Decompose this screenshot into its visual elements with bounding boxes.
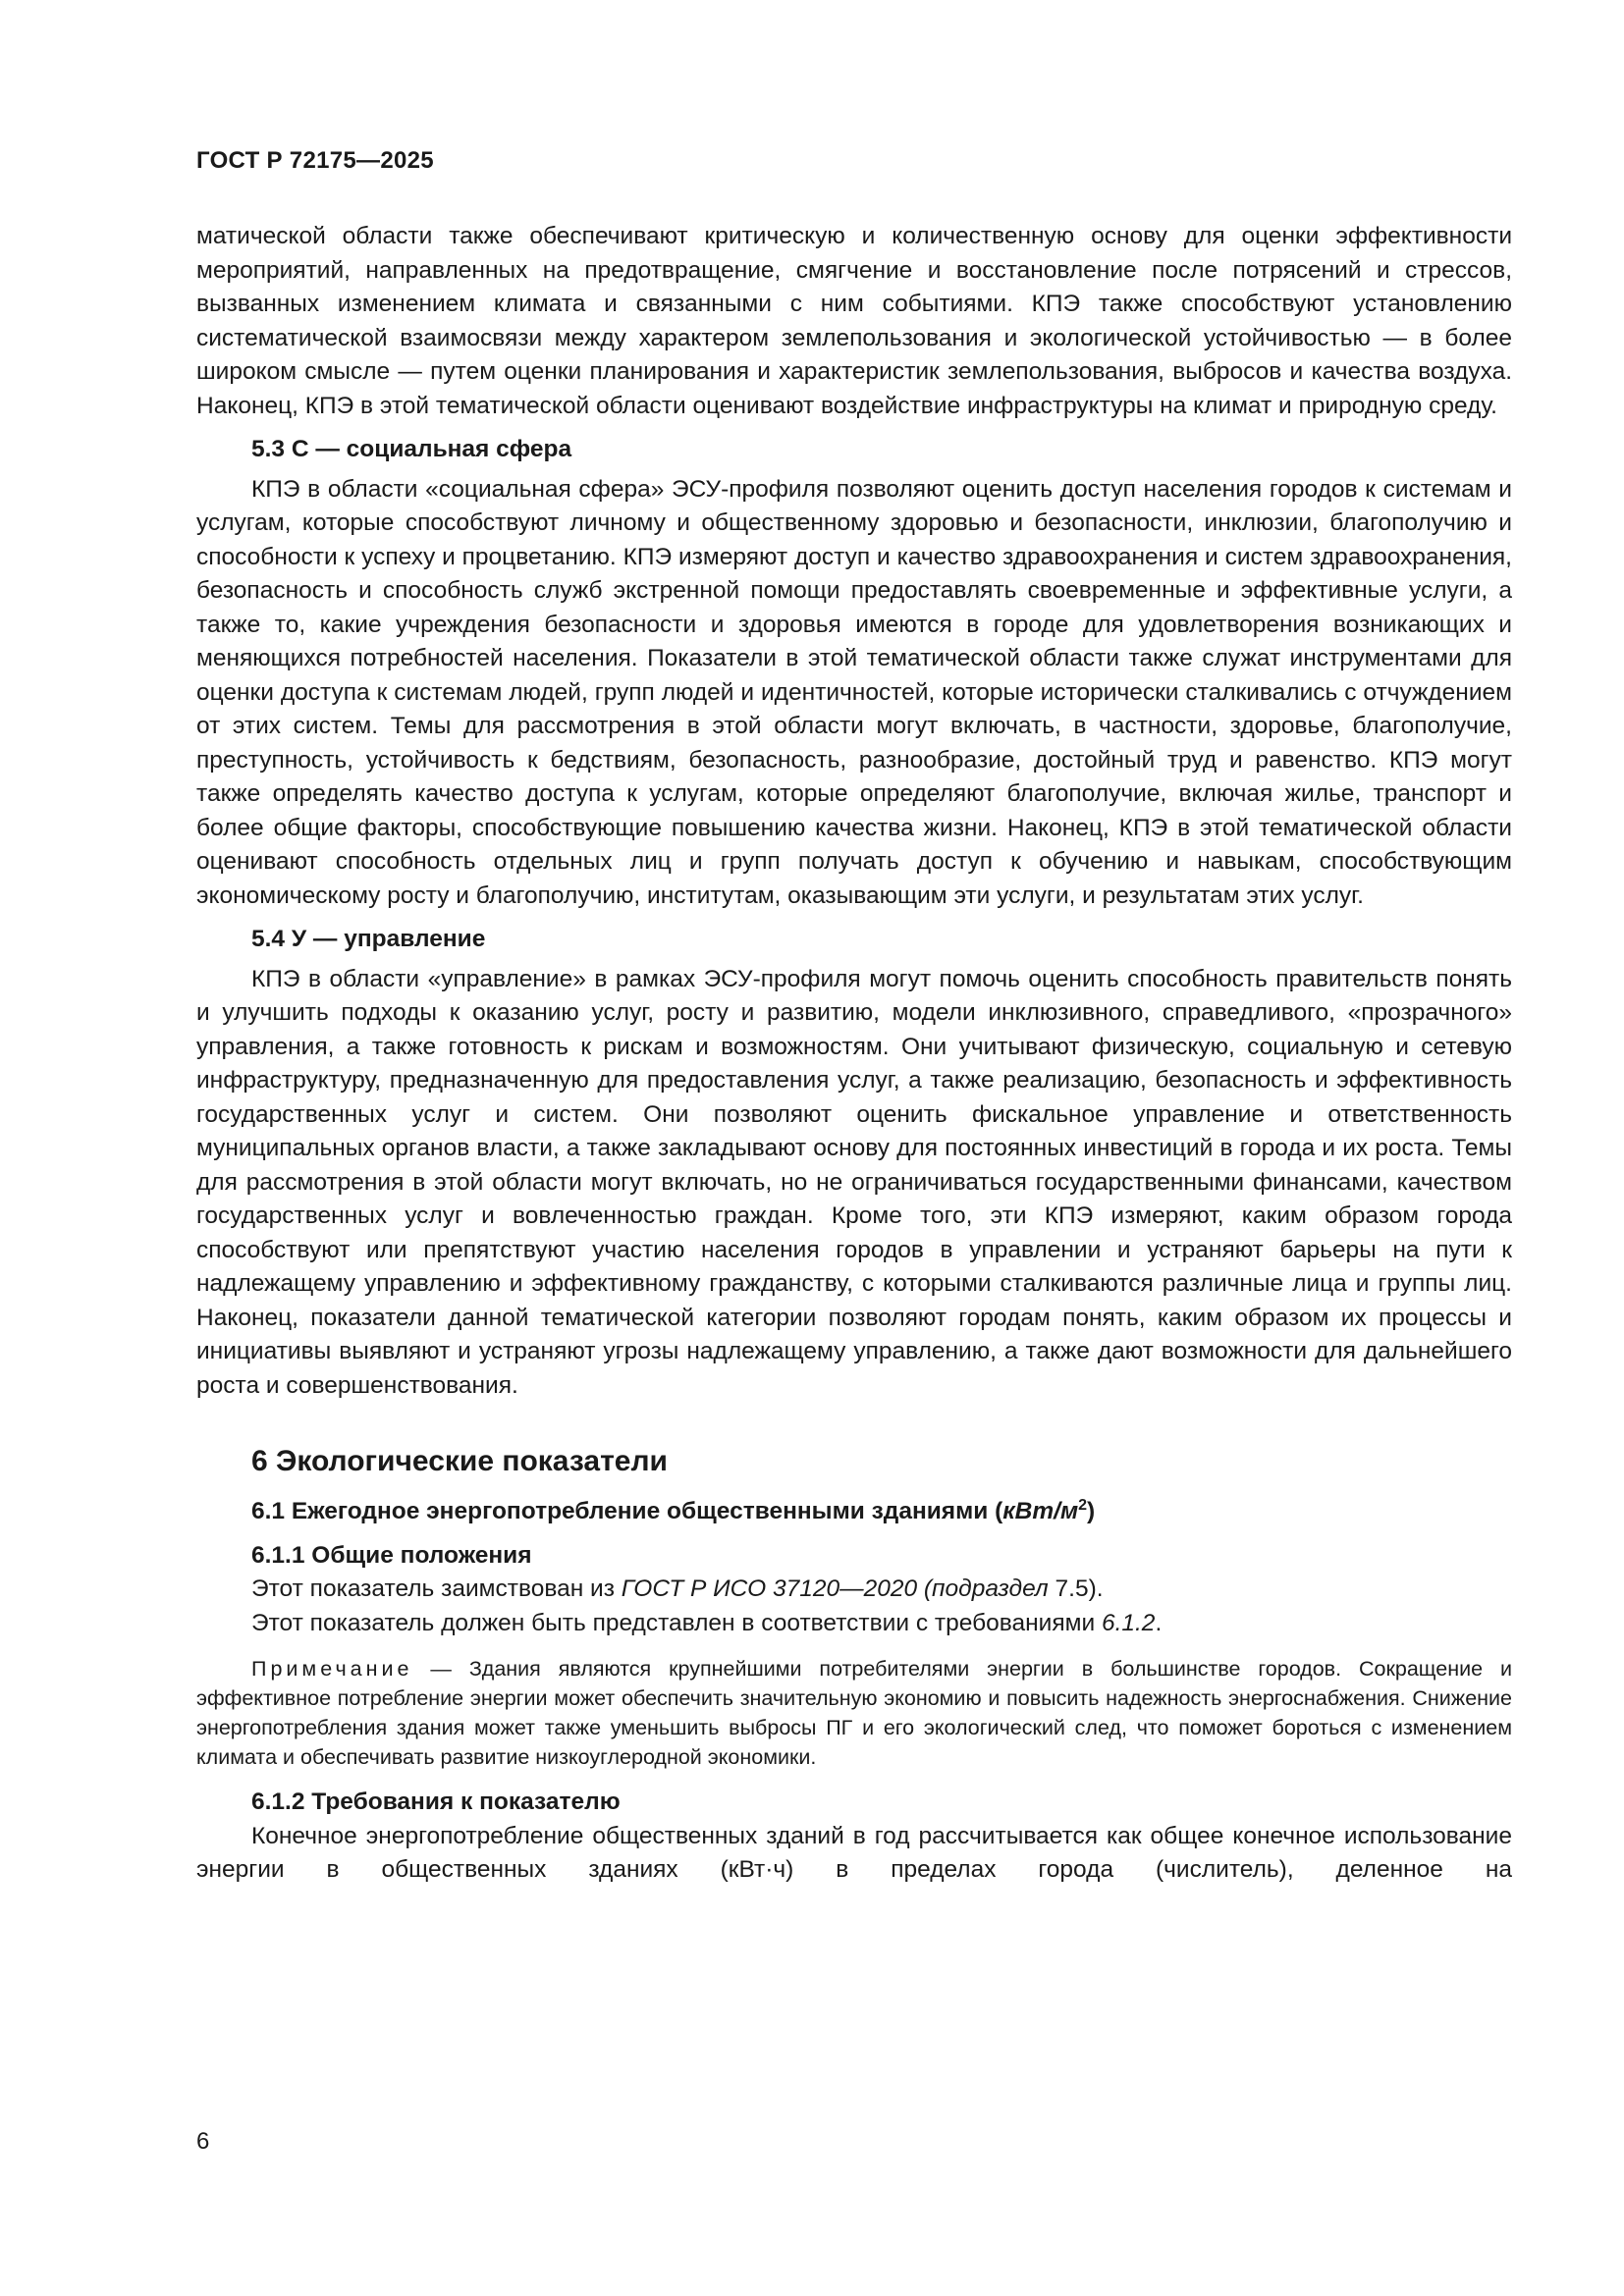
heading-6-1-sup: 2	[1078, 1496, 1087, 1514]
heading-6-1-unit: кВт/м	[1002, 1498, 1079, 1524]
heading-6-1	[196, 1495, 1512, 1529]
note-block	[196, 1654, 1512, 1772]
requirement-line-suffix: .	[1155, 1609, 1163, 1636]
note-label: Примечание	[251, 1657, 413, 1681]
heading-6: 6 Экологические показатели	[251, 1445, 668, 1477]
source-reference: ГОСТ Р ИСО 37120—2020 (подраздел	[621, 1575, 1049, 1602]
document-body	[196, 220, 1512, 1888]
heading-6-1-text: 6.1 Ежегодное энергопотребление общественными зданиями (	[251, 1498, 1003, 1524]
heading-6-1-2: 6.1.2 Требования к показателю	[251, 1789, 621, 1815]
paragraph-6-1-2: Конечное энергопотребление общественных зданий в год рассчитывается как общее конечное использование энергии в общественных зданиях (кВт·ч) в пределах города (числитель), деленное на	[196, 1822, 1512, 1883]
doc-header: ГОСТ Р 72175—2025	[196, 147, 434, 174]
requirement-reference: 6.1.2	[1101, 1609, 1156, 1636]
source-line-suffix: 7.5).	[1048, 1575, 1104, 1602]
heading-5-3: 5.3 С — социальная сфера	[251, 436, 572, 462]
heading-6-1-close: )	[1087, 1498, 1096, 1524]
paragraph-5-4: КПЭ в области «управление» в рамках ЭСУ-профиля могут помочь оценить способность правительств понять и улучшить подходы к оказанию услуг, росту и развитию, модели инклюзивного, справедливого, «прозрачного» управления, а также готовность к рискам и возможностям. Они учитывают физическую, социальную и сетевую инфраструктуру, предназначенную для предоставления услуг, а также реализацию, безопасность и эффективность государственных услуг и систем. Они позволяют оценить фискальное управление и ответственность муниципальных органов власти, а также закладывают основу для постоянных инвестиций в города и их роста. Темы для рассмотрения в этой области могут включать, но не ограничиваться государственными финансами, качеством государственных услуг и вовлеченностью граждан. Кроме того, эти КПЭ измеряют, каким образом города способствуют или препятствуют участию населения городов в управлении и устраняют барьеры на пути к надлежащему управлению и эффективному гражданству, с которыми сталкиваются различные лица и группы лиц. Наконец, показатели данной тематической категории позволяют городам понять, каким образом их процессы и инициативы выявляют и устраняют угрозы надлежащему управлению, а также дают возможности для дальнейшего роста и совершенствования.	[196, 965, 1512, 1399]
heading-6-1-1: 6.1.1 Общие положения	[251, 1541, 532, 1569]
source-line-prefix: Этот показатель заимствован из	[251, 1575, 622, 1602]
source-line	[196, 1573, 1512, 1607]
requirement-line	[196, 1607, 1512, 1641]
paragraph-5-3: КПЭ в области «социальная сфера» ЭСУ-профиля позволяют оценить доступ населения городов к системам и услугам, которые способствуют личному и общественному здоровью и безопасности, инклюзии, благополучию и способности к успеху и процветанию. КПЭ измеряют доступ и качество здравоохранения и систем здравоохранения, безопасность и способность служб экстренной помощи предоставлять своевременные и эффективные услуги, а также то, какие учреждения безопасности и здоровья имеются в городе для удовлетворения возникающих и меняющихся потребностей населения. Показатели в этой тематической области также служат инструментами для оценки доступа к системам людей, групп людей и идентичностей, которые исторически сталкивались с отчуждением от этих систем. Темы для рассмотрения в этой области могут включать, в частности, здоровье, благополучие, преступность, устойчивость к бедствиям, безопасность, разнообразие, достойный труд и равенство. КПЭ могут также определять качество доступа к услугам, которые определяют благополучие, включая жилье, транспорт и более общие факторы, способствующие повышению качества жизни. Наконец, КПЭ в этой тематической области оценивают способность отдельных лиц и групп получать доступ к обучению и навыкам, способствующим экономическому росту и благополучию, институтам, оказывающим эти услуги, и результатам этих услуг.	[196, 475, 1512, 909]
note-text: — Здания являются крупнейшими потребителями энергии в большинстве городов. Сокращение и эффективное потребление энергии может обеспечить значительную экономию и повысить надежность энергоснабжения. Снижение энергопотребления здания может также уменьшить выбросы ПГ и его экологический след, что поможет бороться с изменением климата и обеспечивать развитие низкоуглеродной экономики.	[196, 1657, 1512, 1769]
heading-5-4: 5.4 У — управление	[251, 926, 486, 952]
paragraph-climate-continuation: матической области также обеспечивают критическую и количественную основу для оценки эффективности мероприятий, направленных на предотвращение, смягчение и восстановление после потрясений и стрессов, вызванных изменением климата и связанными с ним событиями. КПЭ также способствуют установлению систематической взаимосвязи между характером землепользования и экологической устойчивостью — в более широком смысле — путем оценки планирования и характеристик землепользования, выбросов и качества воздуха. Наконец, КПЭ в этой тематической области оценивают воздействие инфраструктуры на климат и природную среду.	[196, 223, 1512, 419]
page-number: 6	[196, 2128, 210, 2155]
requirement-line-prefix: Этот показатель должен быть представлен в соответствии с требованиями	[251, 1609, 1102, 1636]
